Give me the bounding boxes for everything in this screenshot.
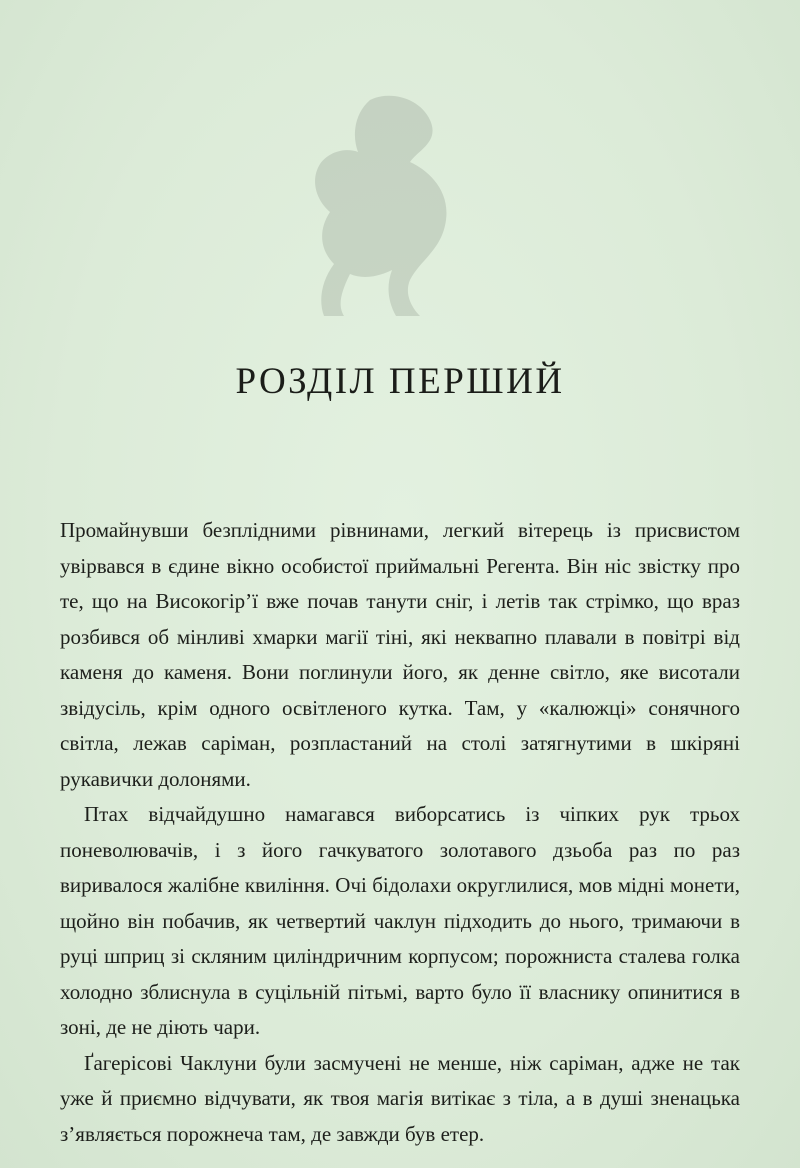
- paragraph: Птах відчайдушно намагався виборсатись із чіпких рук трьох поневолювачів, і з його гачкуватого золотавого дзьоба раз по раз виривалося жалібне квиління. Очі бідолахи округлилися, мов мідні монети, щойно він побачив, як четвертий чаклун підходить до нього, тримаючи в руці шприц зі скляним циліндричним корпусом; порожниста сталева голка холодно зблиснула в суцільній пітьмі, варто було її власнику опинитися в зоні, де не діють чари.: [60, 802, 740, 1039]
- paragraph: Промайнувши безплідними рівнинами, легкий вітерець із присвистом увірвався в єдине вікно особистої приймальні Регента. Він ніс звістку про те, що на Високогір’ї вже почав танути сніг, і летів так стрімко, що враз розбився об мінливі хмарки магії тіні, які неквапно плавали в повітрі від каменя до каменя. Вони поглинули його, як денне світло, яке висотали звідусіль, крім одного освітленого кутка. Там, у «калюжці» сонячного світла, лежав саріман, розпластаний на столі затягнутими в шкіряні рукавички долонями.: [60, 518, 740, 791]
- chapter-body: [60, 513, 740, 1152]
- horse-illustration: [300, 80, 480, 320]
- paragraph: Ґагерісові Чаклуни були засмучені не менше, ніж саріман, адже не так уже й приємно відчувати, як твоя магія витікає з тіла, а в душі зненацька з’являється порожнеча там, де завжди був етер.: [60, 1050, 740, 1146]
- chapter-title: РОЗДІЛ ПЕРШИЙ: [235, 361, 565, 402]
